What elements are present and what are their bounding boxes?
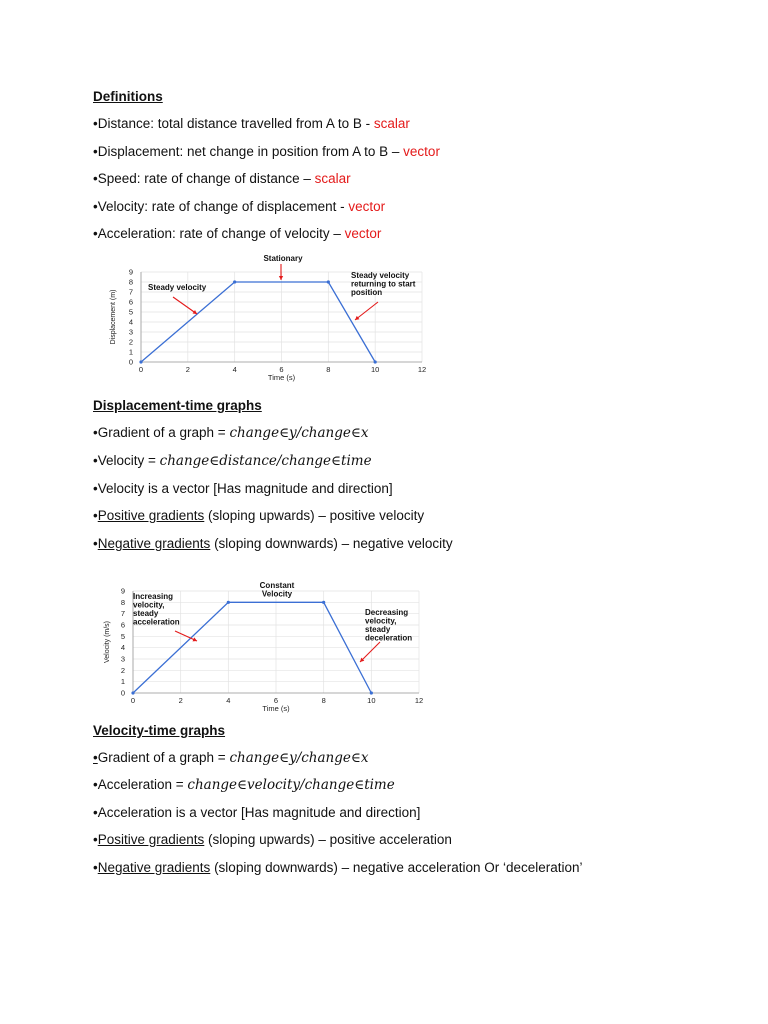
acceleration-vector-line: •Acceleration is a vector [Has magnitude and direction]: [93, 805, 421, 820]
positive-gradient-acceleration-line: •Positive gradients (sloping upwards) – positive acceleration: [93, 832, 452, 847]
annotation-label: Stationary: [263, 254, 303, 263]
y-tick-label: 6: [120, 620, 125, 630]
annotation-arrow: [173, 297, 197, 314]
annotation-arrow: [355, 302, 378, 320]
y-tick-label: 2: [120, 665, 125, 675]
x-axis-label: Time (s): [267, 373, 296, 382]
x-tick-label: 2: [178, 696, 183, 705]
x-tick-label: 2: [185, 365, 190, 374]
vector-tag: vector: [403, 144, 440, 159]
x-tick-label: 12: [417, 365, 427, 374]
data-point: [139, 360, 142, 363]
y-tick-label: 4: [120, 643, 125, 653]
y-tick-label: 5: [128, 307, 133, 317]
data-point: [322, 601, 325, 604]
velocity-vector-line: •Velocity is a vector [Has magnitude and direction]: [93, 481, 393, 496]
velocity-time-heading: Velocity-time graphs: [93, 723, 226, 738]
y-tick-label: 3: [120, 654, 125, 664]
x-tick-label: 6: [273, 696, 279, 705]
x-tick-label: 8: [326, 365, 331, 374]
y-tick-label: 8: [120, 597, 125, 607]
gradient-formula: change∈y/change∈x: [229, 750, 369, 766]
x-axis-label: Time (s): [262, 704, 290, 713]
annotation-label: Increasing velocity, steady acceleration: [133, 592, 180, 627]
displacement-gradient-line: •Gradient of a graph = change∈y/change∈x: [93, 425, 369, 441]
y-tick-label: 1: [120, 677, 125, 687]
annotation-label: Steady velocity: [148, 283, 207, 292]
data-point: [327, 280, 330, 283]
negative-gradient-acceleration-line: •Negative gradients (sloping downwards) – negative acceleration Or ‘deceleration’: [93, 860, 583, 875]
data-point: [227, 601, 230, 604]
y-tick-label: 1: [128, 347, 133, 357]
y-tick-label: 4: [128, 317, 133, 327]
velocity-formula-line: •Velocity = change∈distance/change∈time: [93, 453, 372, 469]
y-tick-label: 0: [120, 688, 125, 698]
definitions-heading: Definitions: [93, 89, 163, 104]
acceleration-formula: change∈velocity/change∈time: [187, 777, 395, 793]
annotation-label: Decreasing velocity, steady deceleration: [365, 608, 413, 643]
y-tick-label: 0: [128, 357, 133, 367]
vector-tag: vector: [348, 199, 386, 214]
vector-tag: vector: [344, 226, 382, 241]
y-tick-label: 8: [128, 277, 133, 287]
y-tick-label: 7: [128, 287, 133, 297]
y-tick-label: 3: [128, 327, 133, 337]
x-tick-label: 4: [226, 696, 231, 705]
acceleration-formula-line: •Acceleration = change∈velocity/change∈time: [93, 777, 395, 793]
y-axis-label: Displacement (m): [110, 289, 117, 345]
data-point: [374, 360, 377, 363]
displacement-time-chart: [93, 252, 438, 384]
negative-gradient-velocity-line: •Negative gradients (sloping downwards) – negative velocity: [93, 536, 453, 551]
positive-gradient-velocity-line: •Positive gradients (sloping upwards) – positive velocity: [93, 508, 425, 523]
y-tick-label: 7: [120, 609, 125, 619]
data-point: [370, 691, 373, 694]
y-tick-label: 2: [128, 337, 133, 347]
x-tick-label: 10: [370, 365, 380, 374]
displacement-time-heading: Displacement-time graphs: [93, 398, 262, 413]
scalar-tag: scalar: [314, 171, 351, 186]
scalar-tag: scalar: [373, 116, 410, 131]
y-tick-label: 9: [120, 586, 125, 596]
definition-distance: •Distance: total distance travelled from A to B - scalar: [93, 116, 410, 131]
velocity-time-chart: [97, 578, 437, 716]
x-tick-label: 0: [130, 696, 136, 705]
x-tick-label: 0: [138, 365, 144, 374]
definition-speed: •Speed: rate of change of distance – scalar: [93, 171, 351, 186]
x-tick-label: 6: [279, 365, 284, 374]
y-tick-label: 6: [128, 297, 133, 307]
annotation-label: Constant Velocity: [259, 581, 295, 599]
annotation-label: Steady velocity returning to start position: [351, 271, 416, 297]
arrow-head: [279, 276, 283, 280]
x-tick-label: 4: [232, 365, 237, 374]
gradient-formula: change∈y/change∈x: [229, 425, 369, 441]
y-axis-label: Velocity (m/s): [104, 620, 111, 664]
velocity-formula: change∈distance/change∈time: [159, 453, 372, 469]
definition-velocity: •Velocity: rate of change of displacement - vector: [93, 199, 386, 214]
x-tick-label: 12: [414, 696, 424, 705]
data-point: [131, 691, 134, 694]
definition-displacement: •Displacement: net change in position from A to B – vector: [93, 144, 440, 159]
y-tick-label: 5: [120, 631, 125, 641]
x-tick-label: 8: [321, 696, 326, 705]
y-tick-label: 9: [128, 267, 133, 277]
definition-acceleration: •Acceleration: rate of change of velocity – vector: [93, 226, 382, 241]
velocity-gradient-line: •Gradient of a graph = change∈y/change∈x: [93, 750, 369, 766]
x-tick-label: 10: [367, 696, 376, 705]
data-point: [233, 280, 236, 283]
